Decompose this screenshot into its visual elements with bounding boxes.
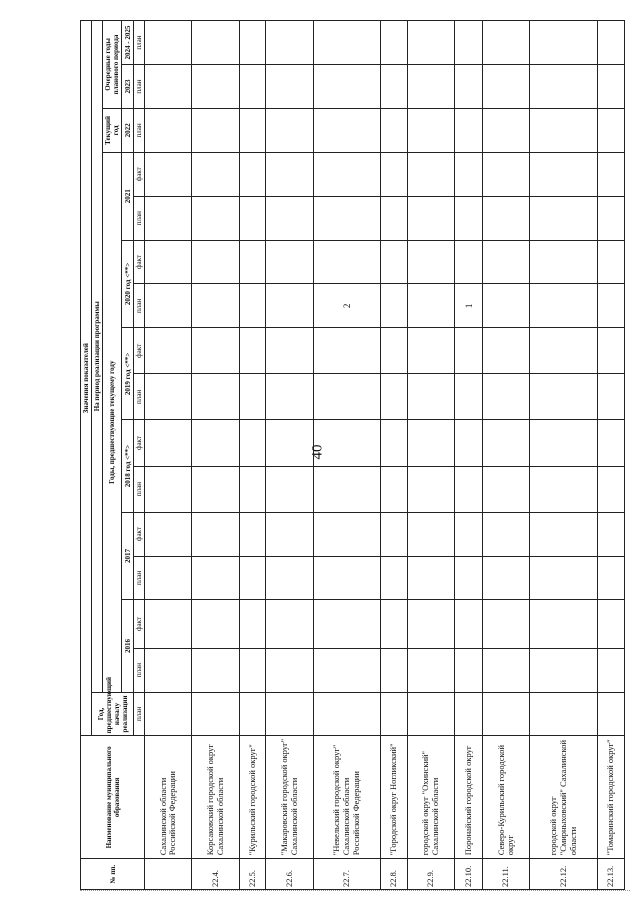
value-cell bbox=[530, 65, 598, 109]
value-cell bbox=[408, 420, 455, 466]
header-plan: план bbox=[134, 466, 145, 512]
row-number: 22.4. bbox=[192, 859, 239, 890]
value-cell bbox=[455, 65, 483, 109]
value-cell bbox=[530, 600, 598, 648]
table-body bbox=[145, 21, 625, 890]
municipality-name: "Городской округ Ногликский" bbox=[381, 736, 408, 859]
value-cell bbox=[408, 196, 455, 240]
header-2020: 2020 год <**> bbox=[122, 240, 134, 328]
value-cell bbox=[483, 240, 530, 284]
indicators-table bbox=[80, 20, 625, 890]
value-cell bbox=[266, 648, 313, 692]
value-cell bbox=[192, 240, 239, 284]
value-cell bbox=[483, 328, 530, 374]
value-cell bbox=[455, 466, 483, 512]
value-cell bbox=[455, 108, 483, 152]
header-2021: 2021 bbox=[122, 152, 134, 240]
value-cell bbox=[530, 420, 598, 466]
value-cell bbox=[145, 692, 192, 736]
value-cell bbox=[381, 328, 408, 374]
value-cell bbox=[408, 600, 455, 648]
value-cell bbox=[483, 556, 530, 600]
value-cell bbox=[455, 556, 483, 600]
value-cell bbox=[483, 466, 530, 512]
value-cell bbox=[408, 65, 455, 109]
landscape-table-wrapper bbox=[80, 20, 625, 890]
table-container bbox=[80, 20, 630, 890]
value-cell bbox=[239, 512, 266, 556]
value-cell bbox=[145, 648, 192, 692]
value-cell bbox=[239, 374, 266, 420]
value-cell bbox=[381, 512, 408, 556]
header-plan: план bbox=[134, 21, 145, 65]
value-cell bbox=[192, 152, 239, 196]
value-cell bbox=[598, 556, 625, 600]
header-period: На период реализации программы bbox=[92, 21, 103, 693]
header-2022: 2022 bbox=[122, 108, 134, 152]
value-cell bbox=[381, 108, 408, 152]
value-cell bbox=[381, 240, 408, 284]
value-cell bbox=[598, 692, 625, 736]
table-row bbox=[192, 21, 239, 890]
value-cell bbox=[483, 374, 530, 420]
value-cell bbox=[598, 420, 625, 466]
value-cell bbox=[239, 600, 266, 648]
header-2018: 2018 год <**> bbox=[122, 420, 134, 512]
header-plan: план bbox=[134, 374, 145, 420]
municipality-name: Северо-Курильский городской округ bbox=[483, 736, 530, 859]
header-2023: 2023 bbox=[122, 65, 134, 109]
value-cell bbox=[239, 240, 266, 284]
value-cell bbox=[239, 556, 266, 600]
header-plan: план bbox=[134, 284, 145, 328]
municipality-name: Поронайский городской округ bbox=[455, 736, 483, 859]
value-cell bbox=[408, 466, 455, 512]
value-cell bbox=[313, 466, 381, 512]
value-cell bbox=[381, 152, 408, 196]
table-row bbox=[313, 21, 381, 890]
value-cell bbox=[266, 600, 313, 648]
value-cell bbox=[266, 512, 313, 556]
municipality-name: "Макаровский городской округ" Сахалинской области bbox=[266, 736, 313, 859]
value-cell bbox=[455, 600, 483, 648]
value-cell bbox=[530, 556, 598, 600]
value-cell bbox=[598, 648, 625, 692]
row-number: 22.9. bbox=[408, 859, 455, 890]
value-cell bbox=[266, 692, 313, 736]
value-cell bbox=[192, 108, 239, 152]
value-cell bbox=[530, 692, 598, 736]
municipality-name: Корсаковский городской округ Сахалинской области bbox=[192, 736, 239, 859]
value-cell bbox=[239, 420, 266, 466]
value-cell bbox=[530, 240, 598, 284]
value-cell bbox=[192, 374, 239, 420]
value-cell bbox=[145, 374, 192, 420]
header-num: № пп. bbox=[81, 859, 145, 890]
value-cell bbox=[408, 284, 455, 328]
value-cell bbox=[598, 600, 625, 648]
value-cell bbox=[313, 108, 381, 152]
value-cell bbox=[266, 556, 313, 600]
value-cell bbox=[145, 600, 192, 648]
value-cell bbox=[266, 328, 313, 374]
header-name: Наименование муниципального образования bbox=[81, 736, 145, 859]
value-cell bbox=[239, 21, 266, 65]
value-cell bbox=[598, 240, 625, 284]
value-cell bbox=[455, 374, 483, 420]
value-cell bbox=[192, 420, 239, 466]
value-cell bbox=[455, 21, 483, 65]
value-cell bbox=[598, 196, 625, 240]
value-cell bbox=[313, 374, 381, 420]
value-cell bbox=[145, 284, 192, 328]
header-plan: план bbox=[134, 108, 145, 152]
value-cell bbox=[313, 21, 381, 65]
value-cell bbox=[483, 108, 530, 152]
value-cell bbox=[192, 648, 239, 692]
value-cell bbox=[381, 284, 408, 328]
header-fact: факт bbox=[134, 240, 145, 284]
value-cell bbox=[455, 240, 483, 284]
header-fact: факт bbox=[134, 328, 145, 374]
header-current-year: Текущий год bbox=[103, 108, 122, 152]
value-cell bbox=[313, 556, 381, 600]
table-row bbox=[408, 21, 455, 890]
municipality-name: "Томаринский городской округ" bbox=[598, 736, 625, 859]
value-cell bbox=[239, 466, 266, 512]
value-cell bbox=[313, 692, 381, 736]
header-2024: 2024 - 2025 bbox=[122, 21, 134, 65]
municipality-name: Сахалинской области Российской Федерации bbox=[145, 736, 192, 859]
value-cell bbox=[483, 65, 530, 109]
value-cell bbox=[483, 648, 530, 692]
value-cell bbox=[192, 65, 239, 109]
table-row bbox=[483, 21, 530, 890]
value-cell bbox=[266, 152, 313, 196]
header-values: Значения показателей bbox=[81, 21, 92, 736]
value-cell bbox=[313, 196, 381, 240]
value-cell bbox=[598, 512, 625, 556]
value-cell bbox=[530, 196, 598, 240]
value-cell bbox=[381, 648, 408, 692]
value-cell bbox=[530, 108, 598, 152]
table-row bbox=[455, 21, 483, 890]
value-cell bbox=[192, 284, 239, 328]
value-cell bbox=[192, 328, 239, 374]
value-cell bbox=[530, 284, 598, 328]
header-year-before: Год, предшествующий началу реализации bbox=[92, 692, 134, 736]
value-cell bbox=[483, 21, 530, 65]
header-plan: план bbox=[134, 196, 145, 240]
value-cell bbox=[530, 466, 598, 512]
value-cell bbox=[192, 196, 239, 240]
value-cell bbox=[598, 284, 625, 328]
value-cell bbox=[381, 556, 408, 600]
header-fact: факт bbox=[134, 600, 145, 648]
row-number: 22.11. bbox=[483, 859, 530, 890]
bottom-divider bbox=[80, 890, 630, 891]
value-cell bbox=[313, 648, 381, 692]
value-cell bbox=[408, 152, 455, 196]
value-cell bbox=[455, 152, 483, 196]
value-cell bbox=[455, 196, 483, 240]
value-cell bbox=[408, 648, 455, 692]
value-cell bbox=[483, 600, 530, 648]
table-row bbox=[598, 21, 625, 890]
value-cell bbox=[408, 692, 455, 736]
municipality-name: городской округ "Смирныховский" Сахалинской области bbox=[530, 736, 598, 859]
value-cell: 1 bbox=[455, 284, 483, 328]
value-cell bbox=[408, 328, 455, 374]
value-cell bbox=[145, 420, 192, 466]
value-cell bbox=[313, 512, 381, 556]
value-cell bbox=[408, 512, 455, 556]
value-cell bbox=[145, 21, 192, 65]
value-cell bbox=[598, 21, 625, 65]
value-cell bbox=[145, 240, 192, 284]
row-number: 22.8. bbox=[381, 859, 408, 890]
header-plan: план bbox=[134, 648, 145, 692]
municipality-name: городской округ "Охинский" Сахалинской области bbox=[408, 736, 455, 859]
value-cell bbox=[239, 648, 266, 692]
value-cell: 2 bbox=[313, 284, 381, 328]
header-prev-years: Годы, предшествующие текущему году bbox=[103, 152, 122, 692]
row-number: 22.13. bbox=[598, 859, 625, 890]
value-cell bbox=[483, 420, 530, 466]
table-row bbox=[239, 21, 266, 890]
value-cell bbox=[483, 152, 530, 196]
header-fact: факт bbox=[134, 152, 145, 196]
value-cell bbox=[313, 152, 381, 196]
value-cell bbox=[483, 196, 530, 240]
value-cell bbox=[381, 374, 408, 420]
value-cell bbox=[381, 420, 408, 466]
value-cell bbox=[266, 466, 313, 512]
value-cell bbox=[266, 21, 313, 65]
header-2019: 2019 год <**> bbox=[122, 328, 134, 420]
municipality-name: "Невельский городской округ" Сахалинской области Российской Федерации bbox=[313, 736, 381, 859]
value-cell bbox=[530, 374, 598, 420]
header-fact: факт bbox=[134, 420, 145, 466]
value-cell bbox=[192, 21, 239, 65]
row-number: 22.5. bbox=[239, 859, 266, 890]
value-cell bbox=[239, 284, 266, 328]
header-2017: 2017 bbox=[122, 512, 134, 600]
value-cell bbox=[145, 196, 192, 240]
value-cell bbox=[408, 556, 455, 600]
value-cell bbox=[145, 65, 192, 109]
value-cell bbox=[313, 240, 381, 284]
table-row bbox=[266, 21, 313, 890]
value-cell bbox=[483, 512, 530, 556]
value-cell bbox=[381, 196, 408, 240]
page-number: 40 bbox=[309, 444, 326, 460]
value-cell bbox=[530, 648, 598, 692]
value-cell bbox=[381, 692, 408, 736]
value-cell bbox=[530, 21, 598, 65]
value-cell bbox=[530, 152, 598, 196]
value-cell bbox=[266, 108, 313, 152]
value-cell bbox=[483, 284, 530, 328]
value-cell bbox=[381, 65, 408, 109]
table-row bbox=[381, 21, 408, 890]
header-fact: факт bbox=[134, 512, 145, 556]
row-number: 22.12. bbox=[530, 859, 598, 890]
header-plan: план bbox=[134, 692, 145, 736]
value-cell bbox=[455, 328, 483, 374]
value-cell bbox=[313, 65, 381, 109]
value-cell bbox=[266, 196, 313, 240]
value-cell bbox=[145, 512, 192, 556]
value-cell bbox=[408, 240, 455, 284]
header-2016: 2016 bbox=[122, 600, 134, 692]
value-cell bbox=[455, 648, 483, 692]
value-cell bbox=[408, 21, 455, 65]
table-row bbox=[530, 21, 598, 890]
value-cell bbox=[239, 108, 266, 152]
value-cell bbox=[313, 420, 381, 466]
value-cell bbox=[192, 512, 239, 556]
value-cell bbox=[239, 65, 266, 109]
value-cell bbox=[266, 374, 313, 420]
value-cell bbox=[145, 108, 192, 152]
value-cell bbox=[483, 692, 530, 736]
value-cell bbox=[408, 374, 455, 420]
value-cell bbox=[598, 328, 625, 374]
header-next-years: Очередные годы планового периода bbox=[103, 21, 122, 109]
value-cell bbox=[598, 152, 625, 196]
header-plan: план bbox=[134, 65, 145, 109]
value-cell bbox=[381, 21, 408, 65]
value-cell bbox=[239, 152, 266, 196]
value-cell bbox=[239, 328, 266, 374]
value-cell bbox=[598, 466, 625, 512]
value-cell bbox=[530, 512, 598, 556]
value-cell bbox=[598, 65, 625, 109]
value-cell bbox=[192, 692, 239, 736]
value-cell bbox=[145, 152, 192, 196]
value-cell bbox=[145, 328, 192, 374]
row-number: 22.6. bbox=[266, 859, 313, 890]
value-cell bbox=[239, 692, 266, 736]
value-cell bbox=[455, 512, 483, 556]
value-cell bbox=[598, 374, 625, 420]
header-plan: план bbox=[134, 556, 145, 600]
row-number: 22.10. bbox=[455, 859, 483, 890]
value-cell bbox=[455, 692, 483, 736]
value-cell bbox=[455, 420, 483, 466]
municipality-name: "Курильский городской округ" bbox=[239, 736, 266, 859]
value-cell bbox=[598, 108, 625, 152]
table-row bbox=[145, 21, 192, 890]
value-cell bbox=[381, 466, 408, 512]
value-cell bbox=[313, 600, 381, 648]
value-cell bbox=[192, 466, 239, 512]
value-cell bbox=[192, 556, 239, 600]
value-cell bbox=[266, 284, 313, 328]
row-number: 22.7. bbox=[313, 859, 381, 890]
value-cell bbox=[266, 240, 313, 284]
value-cell bbox=[408, 108, 455, 152]
value-cell bbox=[313, 328, 381, 374]
value-cell bbox=[192, 600, 239, 648]
value-cell bbox=[530, 328, 598, 374]
value-cell bbox=[145, 466, 192, 512]
value-cell bbox=[266, 65, 313, 109]
value-cell bbox=[381, 600, 408, 648]
value-cell bbox=[239, 196, 266, 240]
value-cell bbox=[266, 420, 313, 466]
row-number bbox=[145, 859, 192, 890]
value-cell bbox=[145, 556, 192, 600]
